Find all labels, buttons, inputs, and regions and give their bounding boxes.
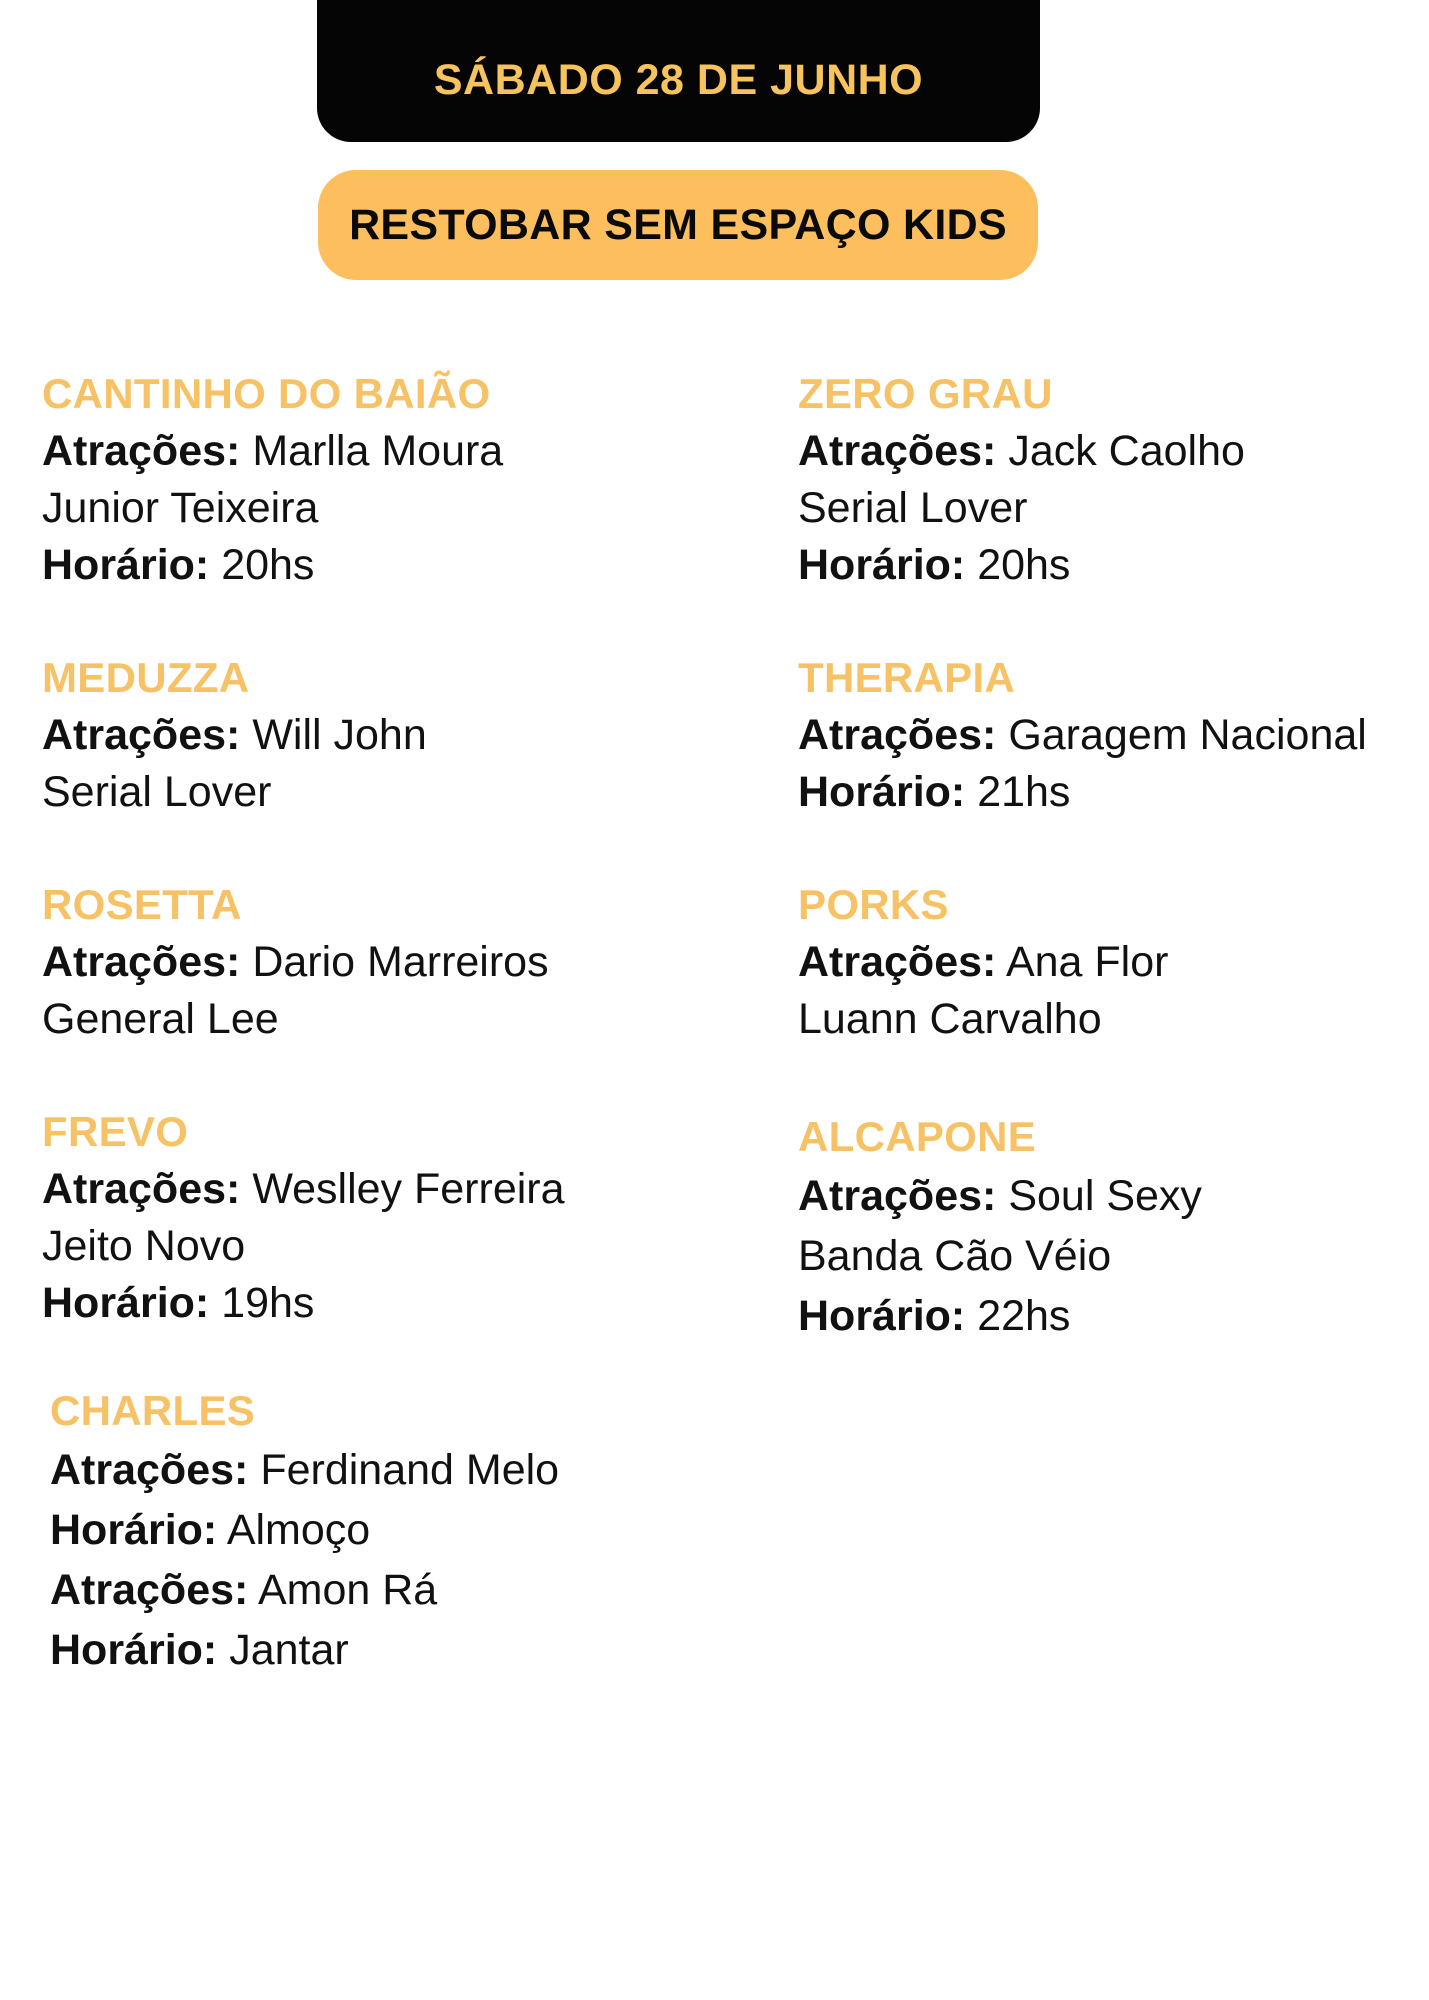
- horario-value: Almoço: [226, 1506, 371, 1554]
- horario-line: [42, 1275, 682, 1332]
- atracoes-line: [42, 934, 682, 991]
- extra-attraction: Serial Lover: [42, 768, 272, 816]
- horario-label: Horário:: [798, 1292, 966, 1340]
- atracoes-label: Atrações:: [50, 1446, 249, 1494]
- venue-porks: [798, 876, 1418, 1048]
- atracoes-line: [798, 707, 1418, 764]
- atracoes-label: Atrações:: [42, 711, 241, 759]
- venue-zero-grau: [798, 365, 1418, 594]
- venue-name: MEDUZZA: [42, 654, 250, 701]
- atracoes-line: [798, 934, 1418, 991]
- atracoes-label: Atrações:: [50, 1566, 249, 1614]
- atracoes-line: [798, 1166, 1418, 1226]
- horario-line: [50, 1500, 682, 1560]
- horario-value: 21hs: [977, 768, 1071, 816]
- atracoes-line: [42, 707, 682, 764]
- venue-charles: [50, 1382, 682, 1680]
- subtitle-pill: [318, 170, 1038, 280]
- atracoes-label: Atrações:: [42, 427, 241, 475]
- venue-meduzza: [42, 649, 682, 821]
- venue-name: ALCAPONE: [798, 1113, 1037, 1160]
- atracoes-label: Atrações:: [42, 938, 241, 986]
- horario-label: Horário:: [798, 541, 966, 589]
- atracoes-value: Marlla Moura: [252, 427, 504, 475]
- venue-name: PORKS: [798, 881, 949, 928]
- venue-alcapone: [798, 1108, 1418, 1346]
- horario-label: Horário:: [50, 1626, 218, 1674]
- extra-attraction: Jeito Novo: [42, 1222, 246, 1270]
- horario-value: 19hs: [221, 1279, 315, 1327]
- extra-attraction: Serial Lover: [798, 484, 1028, 532]
- venue-name: CHARLES: [50, 1387, 256, 1434]
- horario-line: [798, 764, 1418, 821]
- extra-attraction: Luann Carvalho: [798, 995, 1102, 1043]
- horario-label: Horário:: [42, 1279, 210, 1327]
- atracoes-value: Weslley Ferreira: [252, 1165, 565, 1213]
- venue-name: CANTINHO DO BAIÃO: [42, 370, 491, 417]
- horario-line: [798, 1286, 1418, 1346]
- atracoes-line: [42, 423, 682, 480]
- venue-rosetta: [42, 876, 682, 1048]
- atracoes-value: Ferdinand Melo: [260, 1446, 560, 1494]
- horario-line-2: [50, 1620, 682, 1680]
- atracoes-label: Atrações:: [798, 938, 997, 986]
- venue-name: ROSETTA: [42, 881, 242, 928]
- atracoes-value: Soul Sexy: [1008, 1172, 1202, 1220]
- atracoes-value: Dario Marreiros: [252, 938, 549, 986]
- horario-value: Jantar: [229, 1626, 349, 1674]
- horario-label: Horário:: [42, 541, 210, 589]
- extra-attraction: Banda Cão Véio: [798, 1232, 1112, 1280]
- venue-name: ZERO GRAU: [798, 370, 1053, 417]
- horario-line: [42, 537, 682, 594]
- left-column: [42, 365, 682, 1680]
- atracoes-value: Ana Flor: [1005, 938, 1169, 986]
- atracoes-label: Atrações:: [42, 1165, 241, 1213]
- horario-line: [798, 537, 1418, 594]
- extra-attraction: General Lee: [42, 995, 279, 1043]
- horario-value: 20hs: [977, 541, 1071, 589]
- right-column: [798, 365, 1418, 1346]
- atracoes-label: Atrações:: [798, 711, 997, 759]
- atracoes-value: Garagem Nacional: [1008, 711, 1367, 759]
- atracoes-line: [50, 1440, 682, 1500]
- venue-cantinho-do-baiao: [42, 365, 682, 594]
- horario-label: Horário:: [798, 768, 966, 816]
- atracoes-line: [42, 1161, 682, 1218]
- venue-name: THERAPIA: [798, 654, 1016, 701]
- date-title: SÁBADO 28 DE JUNHO: [433, 55, 924, 104]
- atracoes-value: Amon Rá: [257, 1566, 438, 1614]
- horario-value: 20hs: [221, 541, 315, 589]
- atracoes-label: Atrações:: [798, 1172, 997, 1220]
- atracoes-line: [798, 423, 1418, 480]
- atracoes-value: Jack Caolho: [1008, 427, 1245, 475]
- venue-therapia: [798, 649, 1418, 821]
- horario-label: Horário:: [50, 1506, 218, 1554]
- atracoes-line-2: [50, 1560, 682, 1620]
- extra-attraction: Junior Teixeira: [42, 484, 319, 532]
- venue-name: FREVO: [42, 1108, 189, 1155]
- atracoes-value: Will John: [252, 711, 427, 759]
- subtitle-text: RESTOBAR SEM ESPAÇO KIDS: [349, 200, 1007, 249]
- horario-value: 22hs: [977, 1292, 1071, 1340]
- venue-frevo: [42, 1103, 682, 1332]
- atracoes-label: Atrações:: [798, 427, 997, 475]
- date-banner: [317, 0, 1040, 142]
